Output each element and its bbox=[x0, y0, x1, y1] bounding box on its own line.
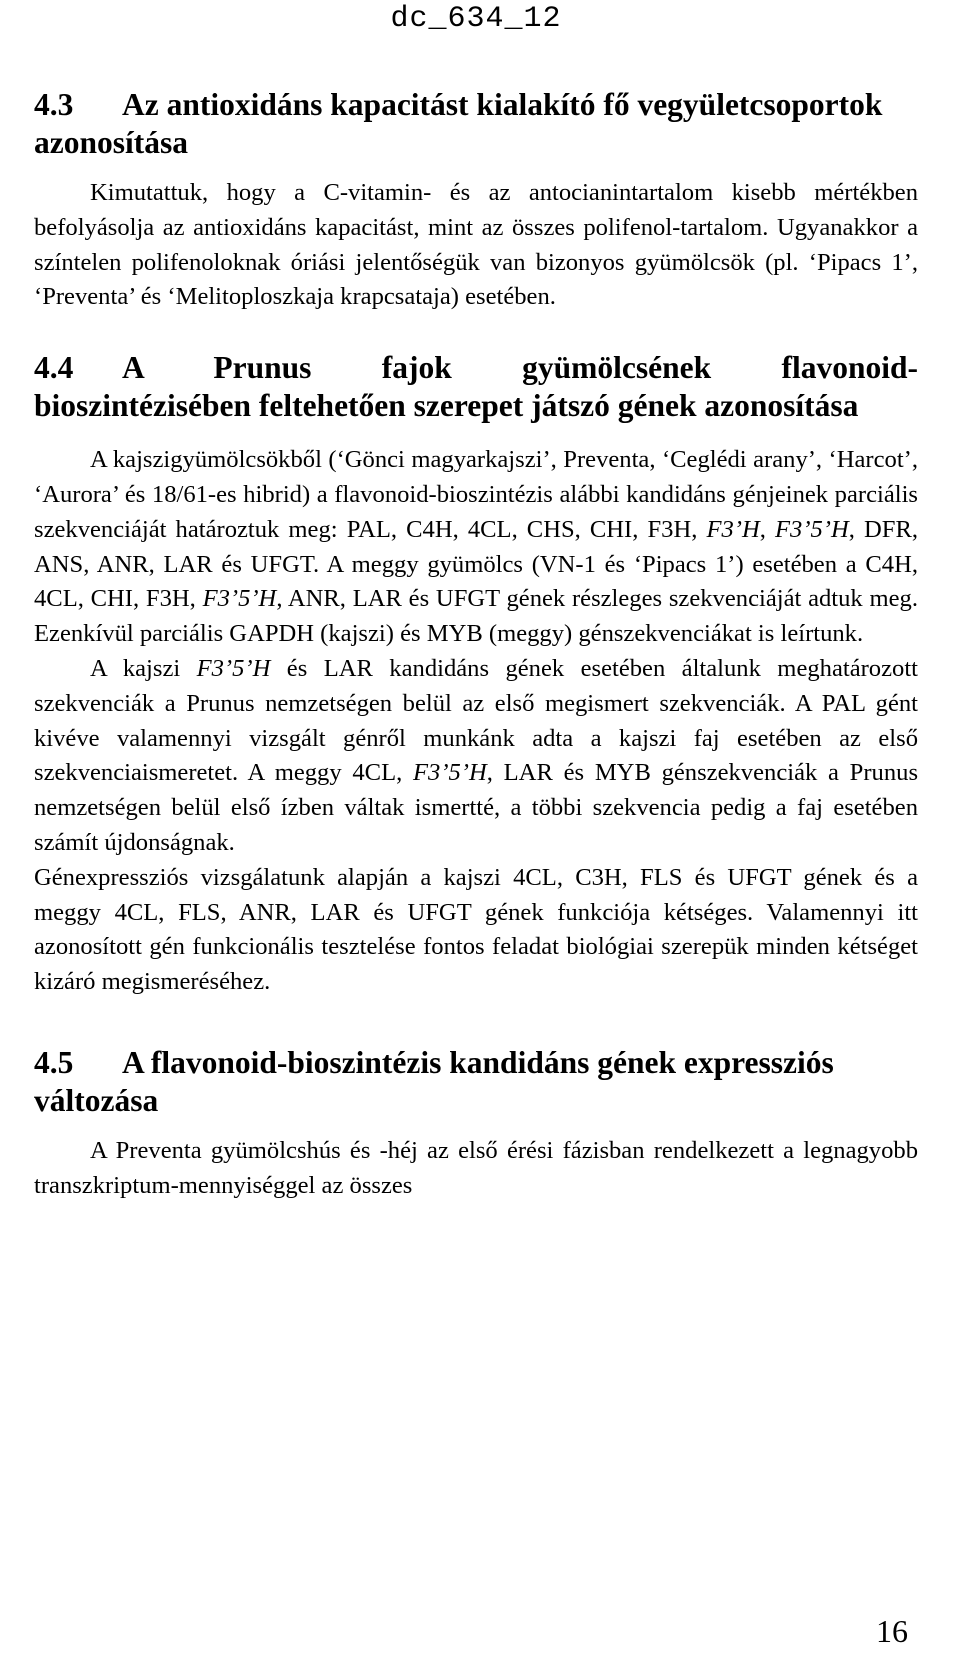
section-title: A flavonoid-bioszintézis kandidáns gének expressziós változása bbox=[34, 1044, 834, 1118]
page-number: 16 bbox=[876, 1613, 908, 1649]
section-4-5-heading bbox=[34, 1044, 918, 1120]
section-number: 4.5 bbox=[34, 1044, 74, 1080]
gene-name-italic: F3’5’H bbox=[196, 654, 271, 682]
section-title-line1: 4.4 A Prunus fajok gyümölcsének flavonoid- bbox=[34, 350, 918, 386]
gene-name-italic: F3’5’H bbox=[775, 515, 849, 543]
section-number: 4.3 bbox=[34, 87, 74, 122]
gene-name-italic: F3’5’H bbox=[413, 759, 487, 787]
section-number: 4.4 bbox=[34, 350, 74, 386]
section-4-5-paragraph: A Preventa gyümölcshús és -héj az első érési fázisban rendelkezett a legnagyobb transzkriptum-mennyiséggel az összes bbox=[34, 1136, 918, 1199]
section-4-3-paragraph: Kimutattuk, hogy a C-vitamin- és az antocianintartalom kisebb mértékben befolyásolja az antioxidáns kapacitást, mint az összes polifenol-tartalom. Ugyanakkor a színtelen polifenoloknak óriási jelentőségük van bizonyos gyümölcsök (pl. ‘Pipacs 1’, ‘Preventa’ és ‘Melitoploszkaja krapcsataja) esetében. bbox=[34, 179, 918, 311]
gene-name-italic: F3’5’H bbox=[202, 585, 277, 613]
document-id-header: dc_634_12 bbox=[390, 2, 562, 36]
section-4-4-paragraph-2: A kajszi F3’5’H és LAR kandidáns gének esetében általunk meghatározott szekvenciák a Prunus nemzetségen belül az első megismert szekvenciák. A PAL gént kivéve valamennyi vizsgált génről munkánk adta a kajszi faj esetében az első szekvenciaismeretet. A meggy 4CL, F3’5’H, LAR és MYB génszekvenciák a Prunus nemzetségen belül első ízben váltak ismertté, a többi szekvencia pedig a faj esetében számít újdonságnak. bbox=[34, 654, 919, 856]
section-4-3-heading bbox=[34, 86, 918, 162]
section-title-rest: bioszintézisében feltehetően szerepet játszó gének azonosítása bbox=[34, 388, 859, 424]
section-4-4-paragraph-1: A kajszigyümölcsökből (‘Gönci magyarkajszi’, Preventa, ‘Ceglédi arany’, ‘Harcot’, ‘Aurora’ és 18/61-es hibrid) a flavonoid-bioszintézis alábbi kandidáns génjeinek parciális szekvenciáját határoztuk meg: PAL, C4H, 4CL, CHS, CHI, F3H, F3’H, F3’5’H, DFR, ANS, ANR, LAR és UFGT. A meggy gyümölcs (VN-1 és ‘Pipacs 1’) esetében a C4H, 4CL, CHI, F3H, F3’5’H, ANR, LAR és UFGT gének részleges szekvenciáját adtuk meg. Ezenkívül parciális GAPDH (kajszi) és MYB (meggy) génszekvenciákat is leírtunk. bbox=[34, 446, 918, 648]
section-title: Az antioxidáns kapacitást kialakító fő vegyületcsoportok azonosítása bbox=[34, 87, 883, 160]
section-4-4-paragraph-3: Génexpressziós vizsgálatunk alapján a kajszi 4CL, C3H, FLS és UFGT gének és a meggy 4CL, FLS, ANR, LAR és UFGT gének funkciója kétséges. Valamennyi itt azonosított gén funkcionális tesztelése fontos feladat biológiai szerepük minden kétséget kizáró megismeréséhez. bbox=[34, 863, 918, 996]
gene-name-italic: F3’H bbox=[706, 515, 760, 543]
section-4-4-heading bbox=[34, 349, 918, 425]
